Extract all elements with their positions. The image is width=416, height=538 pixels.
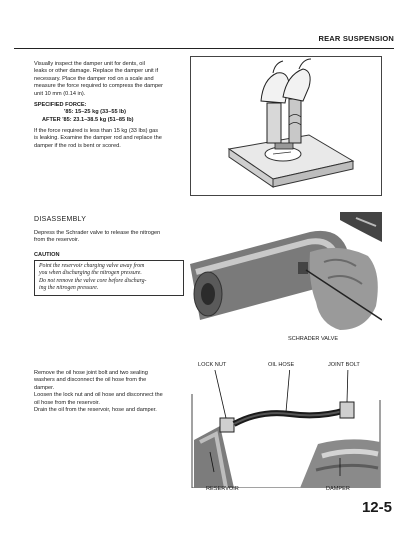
text-line: damper. (34, 384, 55, 391)
oil-hose-label: OIL HOSE (268, 362, 295, 368)
schrader-valve-label: SCHRADER VALVE (288, 336, 339, 342)
text-line: Loosen the lock nut and oil hose and disconnect the (34, 392, 163, 399)
text-line: If the force required is less than 15 kg (33 lbs) gas (34, 128, 159, 134)
text-line: Visually inspect the damper unit for dents, oil (34, 61, 145, 67)
text-line: Drain the oil from the reservoir, hose and damper. (34, 407, 157, 414)
spec-label: AFTER '85: (42, 116, 72, 123)
lock-nut-label: LOCK NUT (198, 362, 227, 368)
caution-line: you when discharging the nitrogen pressure. (39, 270, 142, 277)
figure-oil-hose (190, 360, 382, 500)
oil-hose-illustration (190, 370, 382, 488)
schrader-valve-illustration (190, 212, 382, 332)
damper-label: DAMPER (326, 486, 350, 492)
text-line: Remove the oil hose joint bolt and two sealing (34, 370, 148, 376)
caution-line: Point the reservoir charging valve away from (39, 263, 145, 269)
text-line: oil hose from the reservoir. (34, 399, 100, 406)
damper-scale-illustration (191, 57, 381, 195)
caution-title: CAUTION (34, 252, 60, 258)
text-line: from the reservoir. (34, 237, 80, 244)
text-line: measure the force required to compress the damper (34, 83, 164, 90)
header-rule (14, 48, 394, 49)
spec-line-85: '85: 15–25 kg (33–55 lb) (64, 109, 126, 116)
joint-bolt-label: JOINT BOLT (328, 362, 360, 368)
inspection-paragraph (34, 61, 184, 98)
spec-title: SPECIFIED FORCE: (34, 102, 87, 108)
figure-schrader-valve (190, 212, 382, 344)
figure-damper-scale (190, 56, 382, 196)
text-line: necessary. Place the damper rod on a scale and (34, 75, 154, 82)
inspection-note (34, 128, 184, 150)
text-line: leaks or other damage. Replace the damper unit if (34, 68, 159, 75)
caution-line: ing the nitrogen pressure. (39, 285, 99, 292)
section-title: REAR SUSPENSION (318, 34, 394, 43)
hose-removal-paragraph (34, 370, 184, 414)
spec-block (34, 102, 184, 124)
text-line: damper if the rod is bent or scored. (34, 142, 121, 149)
text-line: washers and disconnect the oil hose from the (34, 377, 147, 384)
caution-line: Do not remove the valve core before discharg- (39, 277, 147, 284)
text-line: unit 10 mm (0.14 in). (34, 90, 86, 97)
spec-line-after-85 (34, 117, 184, 124)
spec-value: 23.1–38.5 kg (51–85 lb) (73, 116, 134, 123)
text-line: Depress the Schrader valve to release the nitrogen (34, 230, 161, 236)
caution-box (34, 260, 184, 296)
text-line: is leaking. Examine the damper rod and replace the (34, 135, 162, 142)
page-number: 12-5 (361, 499, 392, 516)
disassembly-title: DISASSEMBLY (34, 216, 87, 223)
disassembly-paragraph (34, 230, 184, 245)
reservoir-label: RESERVOIR (206, 486, 239, 492)
